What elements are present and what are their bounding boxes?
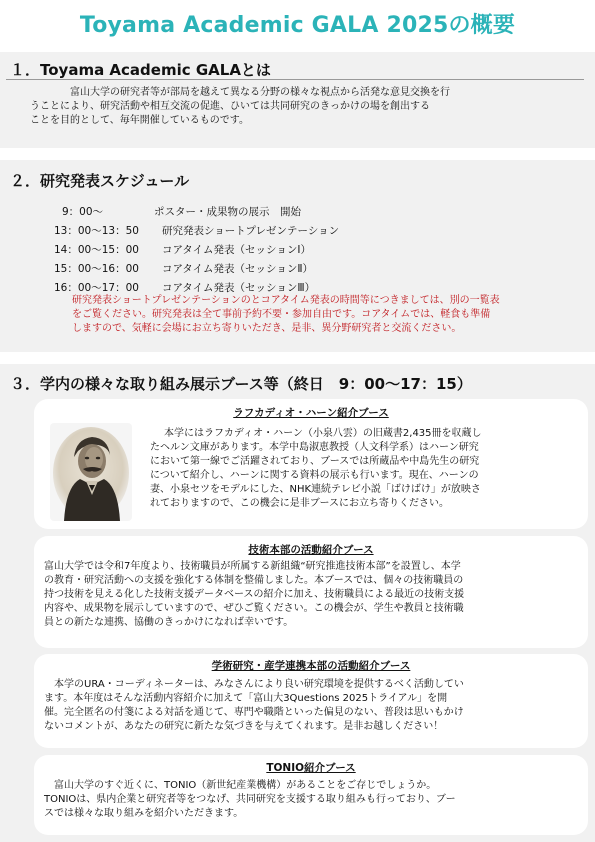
schedule-event: コアタイム発表（セッションⅠ）	[162, 244, 311, 256]
schedule-time: 13：00～13：50	[54, 225, 139, 237]
section-3-heading: ３．学内の様々な取り組み展示ブース等（終日 9：00～17：15）	[10, 375, 472, 393]
schedule-note-line: しますので、気軽に会場にお立ち寄りいただき、是非、異分野研究者と交流ください。	[72, 323, 462, 334]
booth-card-line: 富山大学では令和7年度より、技術職員が所属する新組織“研究推進技術本部”を設置し、本学	[44, 561, 461, 572]
booth-card-tech	[34, 536, 588, 648]
page-title: Toyama Academic GALA 2025の概要	[79, 13, 516, 38]
booth-card-line: 富山大学のすぐ近くに、TONIO（新世紀産業機構）があることをご存じでしょうか。	[44, 780, 437, 791]
booth-card-line: れておりますので、この機会に是非ブースにお立ち寄りください。	[150, 498, 449, 509]
section-1-line: 富山大学の研究者等が部局を越えて異なる分野の様々な視点から活発な意見交換を行	[50, 87, 450, 98]
section-1-body	[30, 86, 550, 128]
schedule-note-line: 研究発表ショートプレゼンテーションのとコアタイム発表の時間等につきましては、別の一覧表	[72, 295, 500, 306]
schedule-row	[54, 221, 339, 240]
schedule-note-line: をご覧ください。研究発表は全て事前予約不要・参加自由です。コアタイムでは、軽食も準備	[72, 309, 491, 320]
booth-card-body	[44, 560, 584, 630]
booth-card-line: 本学にはラフカディオ・ハーン（小泉八雲）の旧蔵書2,435冊を収蔵し	[164, 428, 482, 439]
booth-card-line: 本学のURA・コーディネーターは、みなさんにより良い研究環境を提供するべく活動してい	[44, 679, 464, 690]
schedule-note	[72, 294, 592, 336]
booth-card-line: の教育・研究活動への支援を強化する体制を整備しました。本ブースでは、個々の技術職員の	[44, 575, 464, 586]
schedule-row	[54, 202, 339, 221]
schedule-time: 9：00～	[62, 206, 104, 218]
section-1-line: ことを目的として、毎年開催しているものです。	[30, 115, 249, 126]
booth-card-body	[150, 427, 586, 511]
booth-card-line: 催。完全匿名の付箋による対話を通じて、専門や職階といった偏見のない、普段は思いもかけ	[44, 707, 464, 718]
booth-card-line: スでは様々な取り組みを紹介いただきます。	[44, 808, 244, 819]
booth-card-line: 持つ技術を見える化した技術支援データベースの紹介に加え、技術職員による最近の技術支援	[44, 589, 465, 600]
booth-card-body	[44, 678, 584, 734]
schedule-time: 16：00～17：00	[54, 282, 139, 294]
booth-card-line: たヘルン文庫があります。本学中島淑恵教授（人文科学系）はハーン研究	[150, 442, 479, 453]
schedule-event: ポスター・成果物の展示 開始	[154, 206, 301, 218]
schedule-time: 15：00～16：00	[54, 263, 139, 275]
section-1-line: うことにより、研究活動や相互交流の促進、ひいては共同研究のきっかけの場を創出する	[30, 101, 430, 112]
booth-card-line: において第一線でご活躍されており、ブースでは所蔵品や中島先生の研究	[150, 456, 480, 467]
booth-card-title: ラフカディオ・ハーン紹介ブース	[233, 407, 389, 419]
booth-card-title: 学術研究・産学連携本部の活動紹介ブース	[211, 660, 411, 672]
booth-card-title: TONIO紹介ブース	[266, 762, 356, 774]
booth-card-line: 内容や、成果物を展示していますので、ぜひご覧ください。この機会が、学生や教員と技術職	[44, 603, 464, 614]
schedule-row	[54, 240, 339, 259]
schedule-event: 研究発表ショートプレゼンテーション	[162, 225, 340, 237]
booth-card-line: TONIOは、県内企業と研究者等をつなげ、共同研究を支援する取り組みも行っており、ブー	[44, 794, 456, 805]
booth-card-line: について紹介し、ハーンに関する資料の展示も行います。現在、ハーンの	[150, 470, 479, 481]
section-2-heading: ２．研究発表スケジュール	[10, 172, 190, 190]
section-1-heading: １．Toyama Academic GALAとは	[10, 61, 271, 79]
schedule-event: コアタイム発表（セッションⅢ）	[162, 282, 316, 294]
booth-card-research	[34, 654, 588, 748]
schedule-list	[54, 202, 339, 297]
booth-card-title: 技術本部の活動紹介ブース	[248, 544, 374, 556]
hearn-portrait-image	[50, 423, 132, 521]
booth-card-tonio	[34, 755, 588, 835]
booth-card-line: ます。本年度はそんな活動内容紹介に加えて「富山大3Questions 2025トライアル」を開	[44, 693, 448, 704]
booth-card-line: 員との新たな連携、協働のきっかけになれば幸いです。	[44, 617, 294, 628]
booth-card-body	[44, 779, 584, 821]
booth-card-line: ないコメントが、あなたの研究に新たな気づきを与えてくれます。是非お越しください！	[44, 721, 444, 732]
schedule-time: 14：00～15：00	[54, 244, 139, 256]
schedule-row	[54, 259, 339, 278]
booth-card-line: 妻、小泉セツをモデルにした、NHK連続テレビ小説「ばけばけ」が放映さ	[150, 484, 481, 495]
section-1-divider	[6, 79, 584, 80]
schedule-event: コアタイム発表（セッションⅡ）	[162, 263, 314, 275]
